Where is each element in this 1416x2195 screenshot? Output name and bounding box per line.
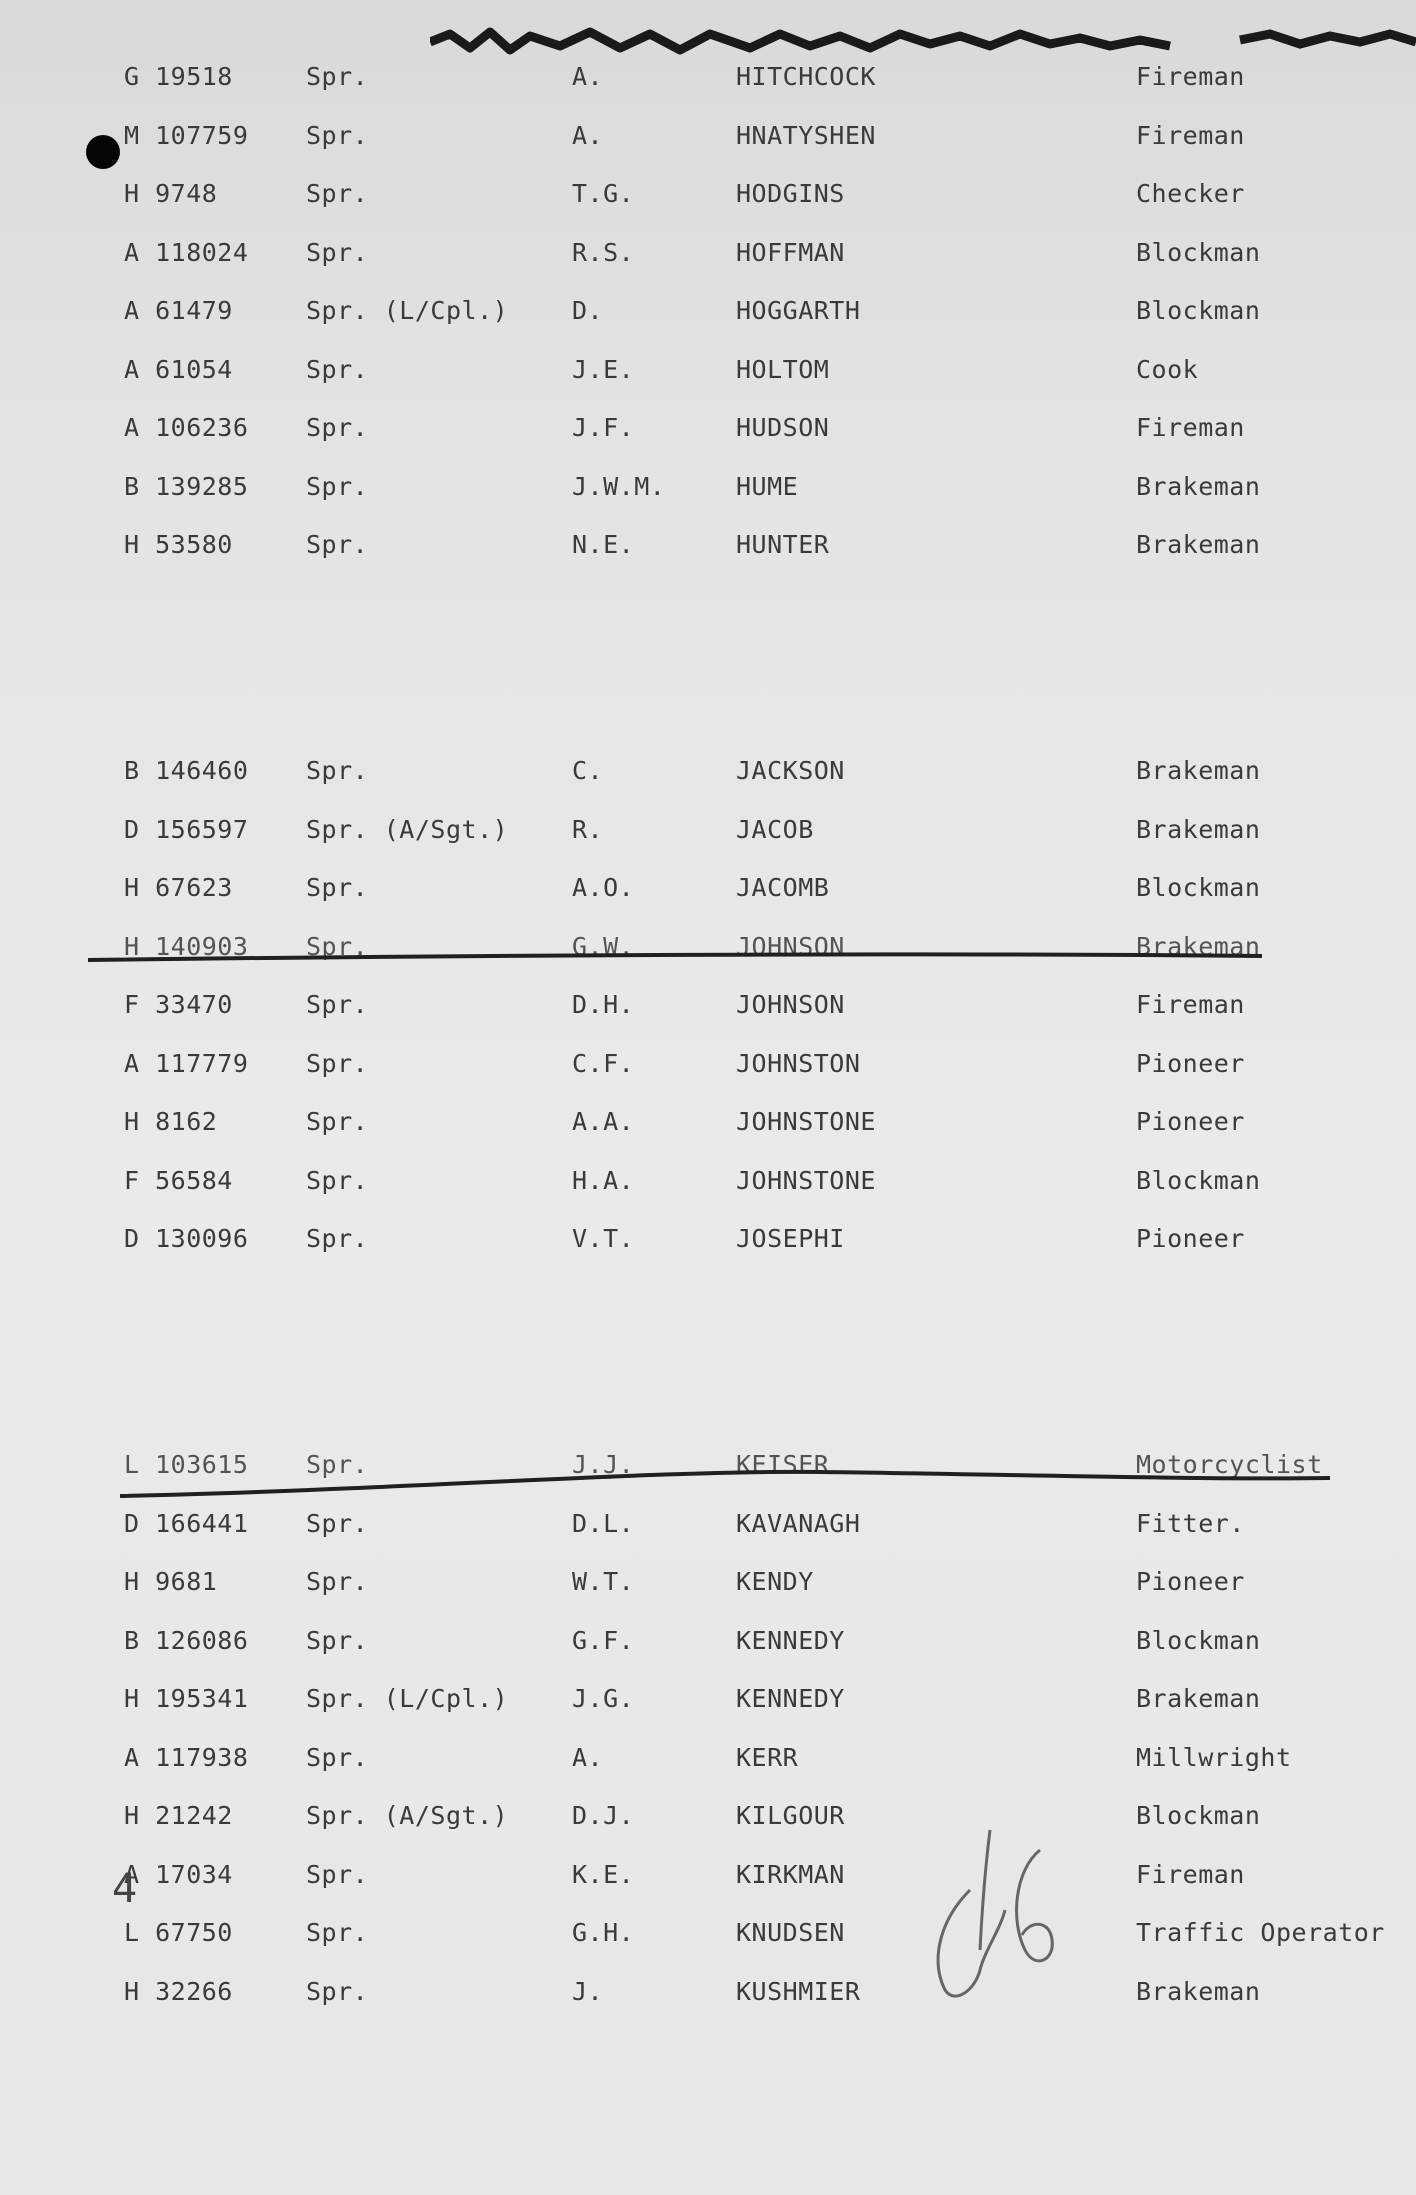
surname-cell: HOGGARTH bbox=[736, 296, 861, 325]
service-number-cell: A 61054 bbox=[124, 354, 233, 384]
surname-cell: KAVANAGH bbox=[736, 1508, 861, 1538]
handwritten-page-number bbox=[930, 1810, 1070, 2010]
trade-cell: Blockman bbox=[1136, 237, 1261, 267]
initials-cell: D.H. bbox=[572, 990, 635, 1019]
table-row bbox=[0, 1509, 1416, 1549]
initials-cell: V.T. bbox=[572, 1224, 635, 1253]
initials-cell: R. bbox=[572, 814, 604, 844]
surname-cell: KNUDSEN bbox=[736, 1918, 845, 1947]
surname-cell: HOFFMAN bbox=[736, 237, 845, 267]
table-row bbox=[0, 530, 1416, 570]
surname-cell: JOHNSON bbox=[736, 990, 845, 1019]
table-row bbox=[0, 355, 1416, 395]
surname-cell: KIRKMAN bbox=[736, 1859, 845, 1889]
surname-cell: HNATYSHEN bbox=[736, 120, 876, 150]
initials-cell: K.E. bbox=[572, 1859, 635, 1889]
initials-cell: D. bbox=[572, 296, 604, 325]
trade-cell: Pioneer bbox=[1136, 1107, 1245, 1136]
initials-cell: G.F. bbox=[572, 1625, 635, 1655]
rank-cell: Spr. bbox=[306, 1859, 369, 1889]
surname-cell: JOHNSTONE bbox=[736, 1107, 876, 1136]
service-number-cell: A 117938 bbox=[124, 1742, 249, 1772]
initials-cell: G.W. bbox=[572, 931, 635, 961]
trade-cell: Fireman bbox=[1136, 413, 1245, 442]
service-number-cell: D 156597 bbox=[124, 814, 249, 844]
service-number-cell: B 146460 bbox=[124, 756, 249, 785]
table-row bbox=[0, 873, 1416, 913]
service-number-cell: F 56584 bbox=[124, 1165, 233, 1195]
trade-cell: Brakeman bbox=[1136, 931, 1261, 961]
service-number-cell: H 32266 bbox=[124, 1976, 233, 2006]
table-row bbox=[0, 1107, 1416, 1147]
trade-cell: Blockman bbox=[1136, 873, 1261, 902]
rank-cell: Spr. bbox=[306, 1567, 369, 1596]
rank-cell: Spr. bbox=[306, 1107, 369, 1136]
surname-cell: JOHNSTONE bbox=[736, 1165, 876, 1195]
trade-cell: Brakeman bbox=[1136, 471, 1261, 501]
table-row bbox=[0, 413, 1416, 453]
rank-cell: Spr. bbox=[306, 62, 369, 91]
initials-cell: J.J. bbox=[572, 1450, 635, 1479]
initials-cell: A.O. bbox=[572, 873, 635, 902]
rank-cell: Spr. bbox=[306, 990, 369, 1019]
trade-cell: Traffic Operator bbox=[1136, 1918, 1385, 1947]
rank-cell: Spr. bbox=[306, 1224, 369, 1253]
trade-cell: Brakeman bbox=[1136, 530, 1261, 559]
surname-cell: KENDY bbox=[736, 1567, 814, 1596]
trade-cell: Pioneer bbox=[1136, 1224, 1245, 1253]
table-row bbox=[0, 1684, 1416, 1724]
surname-cell: KENNEDY bbox=[736, 1684, 845, 1713]
trade-cell: Fireman bbox=[1136, 62, 1245, 91]
initials-cell: R.S. bbox=[572, 237, 635, 267]
rank-cell: Spr. bbox=[306, 1450, 369, 1479]
rank-cell: Spr. bbox=[306, 530, 369, 559]
initials-cell: A. bbox=[572, 1742, 604, 1772]
surname-cell: HOLTOM bbox=[736, 354, 830, 384]
trade-cell: Fireman bbox=[1136, 1859, 1245, 1889]
service-number-cell: A 61479 bbox=[124, 296, 233, 325]
trade-cell: Brakeman bbox=[1136, 756, 1261, 785]
rank-cell: Spr. (A/Sgt.) bbox=[306, 1801, 509, 1830]
rank-cell: Spr. bbox=[306, 1976, 369, 2006]
table-row bbox=[0, 1743, 1416, 1783]
rank-cell: Spr. bbox=[306, 1918, 369, 1947]
table-row bbox=[0, 1166, 1416, 1206]
service-number-cell: M 107759 bbox=[124, 120, 249, 150]
surname-cell: HUDSON bbox=[736, 413, 830, 442]
table-row bbox=[0, 990, 1416, 1030]
surname-cell: HITCHCOCK bbox=[736, 62, 876, 91]
service-number-cell: A 17034 bbox=[124, 1859, 233, 1889]
service-number-cell: H 67623 bbox=[124, 873, 233, 902]
table-row bbox=[0, 472, 1416, 512]
rank-cell: Spr. bbox=[306, 931, 369, 961]
service-number-cell: H 195341 bbox=[124, 1684, 249, 1713]
service-number-cell: L 103615 bbox=[124, 1450, 249, 1479]
rank-cell: Spr. bbox=[306, 1742, 369, 1772]
table-row bbox=[0, 1860, 1416, 1900]
surname-cell: KEISER bbox=[736, 1450, 830, 1479]
initials-cell: A.A. bbox=[572, 1107, 635, 1136]
rank-cell: Spr. bbox=[306, 1625, 369, 1655]
service-number-cell: B 126086 bbox=[124, 1625, 249, 1655]
surname-cell: JACKSON bbox=[736, 756, 845, 785]
rank-cell: Spr. bbox=[306, 471, 369, 501]
table-row bbox=[0, 238, 1416, 278]
service-number-cell: F 33470 bbox=[124, 990, 233, 1019]
trade-cell: Fireman bbox=[1136, 120, 1245, 150]
table-row bbox=[0, 815, 1416, 855]
table-row bbox=[0, 179, 1416, 219]
trade-cell: Pioneer bbox=[1136, 1048, 1245, 1078]
trade-cell: Brakeman bbox=[1136, 814, 1261, 844]
initials-cell: G.H. bbox=[572, 1918, 635, 1947]
trade-cell: Blockman bbox=[1136, 1625, 1261, 1655]
surname-cell: JOSEPHI bbox=[736, 1224, 845, 1253]
initials-cell: W.T. bbox=[572, 1567, 635, 1596]
service-number-cell: B 139285 bbox=[124, 471, 249, 501]
initials-cell: H.A. bbox=[572, 1165, 635, 1195]
rank-cell: Spr. bbox=[306, 1508, 369, 1538]
rank-cell: Spr. bbox=[306, 873, 369, 902]
table-row bbox=[0, 1450, 1416, 1490]
surname-cell: HUNTER bbox=[736, 530, 830, 559]
rank-cell: Spr. bbox=[306, 756, 369, 785]
rank-cell: Spr. bbox=[306, 120, 369, 150]
service-number-cell: H 21242 bbox=[124, 1801, 233, 1830]
surname-cell: JOHNSTON bbox=[736, 1048, 861, 1078]
service-number-cell: G 19518 bbox=[124, 62, 233, 91]
surname-cell: HODGINS bbox=[736, 179, 845, 208]
rank-cell: Spr. bbox=[306, 237, 369, 267]
rank-cell: Spr. bbox=[306, 1165, 369, 1195]
table-row bbox=[0, 932, 1416, 972]
initials-cell: A. bbox=[572, 120, 604, 150]
surname-cell: JOHNSON bbox=[736, 931, 845, 961]
table-row bbox=[0, 756, 1416, 796]
service-number-cell: D 166441 bbox=[124, 1508, 249, 1538]
service-number-cell: A 106236 bbox=[124, 413, 249, 442]
trade-cell: Blockman bbox=[1136, 1165, 1261, 1195]
initials-cell: J.W.M. bbox=[572, 471, 666, 501]
trade-cell: Motorcyclist bbox=[1136, 1450, 1323, 1479]
rank-cell: Spr. (L/Cpl.) bbox=[306, 296, 509, 325]
initials-cell: A. bbox=[572, 62, 604, 91]
surname-cell: KILGOUR bbox=[736, 1801, 845, 1830]
surname-cell: JACOMB bbox=[736, 873, 830, 902]
service-number-cell: D 130096 bbox=[124, 1224, 249, 1253]
service-number-cell: A 117779 bbox=[124, 1048, 249, 1078]
table-row bbox=[0, 62, 1416, 102]
surname-cell: HUME bbox=[736, 471, 799, 501]
rank-cell: Spr. bbox=[306, 1048, 369, 1078]
table-row bbox=[0, 1801, 1416, 1841]
surname-cell: KUSHMIER bbox=[736, 1976, 861, 2006]
initials-cell: D.L. bbox=[572, 1508, 635, 1538]
service-number-cell: L 67750 bbox=[124, 1918, 233, 1947]
trade-cell: Millwright bbox=[1136, 1742, 1292, 1772]
rank-cell: Spr. bbox=[306, 413, 369, 442]
initials-cell: D.J. bbox=[572, 1801, 635, 1830]
trade-cell: Fireman bbox=[1136, 990, 1245, 1019]
service-number-cell: H 9748 bbox=[124, 179, 218, 208]
rank-cell: Spr. bbox=[306, 179, 369, 208]
initials-cell: T.G. bbox=[572, 179, 635, 208]
trade-cell: Pioneer bbox=[1136, 1567, 1245, 1596]
table-row bbox=[0, 1224, 1416, 1264]
rank-cell: Spr. (A/Sgt.) bbox=[306, 814, 509, 844]
table-row bbox=[0, 1567, 1416, 1607]
rank-cell: Spr. bbox=[306, 354, 369, 384]
margin-mark: 4 bbox=[112, 1866, 138, 1912]
initials-cell: N.E. bbox=[572, 530, 635, 559]
surname-cell: KENNEDY bbox=[736, 1625, 845, 1655]
service-number-cell: H 53580 bbox=[124, 530, 233, 559]
initials-cell: C. bbox=[572, 756, 604, 785]
trade-cell: Cook bbox=[1136, 354, 1199, 384]
trade-cell: Brakeman bbox=[1136, 1976, 1261, 2006]
service-number-cell: H 9681 bbox=[124, 1567, 218, 1596]
initials-cell: J.F. bbox=[572, 413, 635, 442]
trade-cell: Fitter. bbox=[1136, 1508, 1245, 1538]
surname-cell: JACOB bbox=[736, 814, 814, 844]
surname-cell: KERR bbox=[736, 1742, 799, 1772]
service-number-cell: H 140903 bbox=[124, 931, 249, 961]
table-row bbox=[0, 296, 1416, 336]
initials-cell: J. bbox=[572, 1976, 604, 2006]
table-row bbox=[0, 121, 1416, 161]
trade-cell: Checker bbox=[1136, 179, 1245, 208]
rank-cell: Spr. (L/Cpl.) bbox=[306, 1684, 509, 1713]
table-row bbox=[0, 1049, 1416, 1089]
table-row bbox=[0, 1918, 1416, 1958]
header-scribble bbox=[430, 22, 1416, 62]
trade-cell: Blockman bbox=[1136, 1801, 1261, 1830]
initials-cell: J.E. bbox=[572, 354, 635, 384]
table-row bbox=[0, 1626, 1416, 1666]
table-row bbox=[0, 1977, 1416, 2017]
trade-cell: Blockman bbox=[1136, 296, 1261, 325]
trade-cell: Brakeman bbox=[1136, 1684, 1261, 1713]
initials-cell: C.F. bbox=[572, 1048, 635, 1078]
service-number-cell: H 8162 bbox=[124, 1107, 218, 1136]
service-number-cell: A 118024 bbox=[124, 237, 249, 267]
initials-cell: J.G. bbox=[572, 1684, 635, 1713]
